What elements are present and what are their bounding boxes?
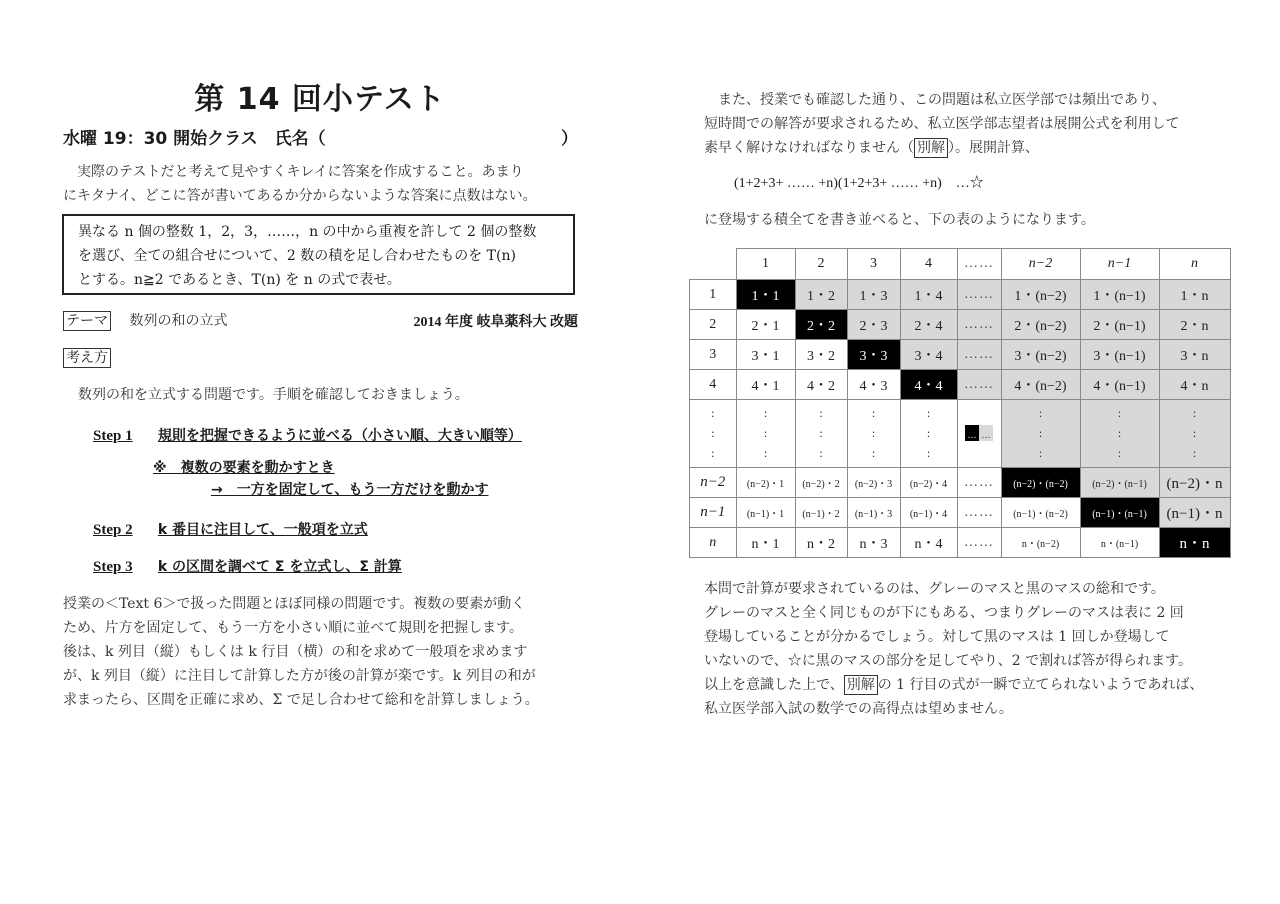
cell-gray: 2・(n−1) <box>1080 310 1159 340</box>
vdots-cell: : : : <box>900 400 957 468</box>
class-label: 水曜 19：30 開始クラス 氏名（ <box>63 129 326 149</box>
cell-gray: 1・4 <box>900 280 957 310</box>
cell-white: 4・1 <box>736 370 795 400</box>
mini-black: … <box>965 425 979 441</box>
cell-white: …… <box>957 468 1001 498</box>
cell-gray: …… <box>957 310 1001 340</box>
cell-black: 1・1 <box>736 280 795 310</box>
betsukai-tag: 別解 <box>844 675 878 695</box>
theme-row <box>63 310 578 331</box>
col-header: n−2 <box>1001 249 1080 280</box>
cell-white: 2・1 <box>736 310 795 340</box>
step-text: 規則を把握できるように並べる（小さい順、大きい順等） <box>157 428 522 444</box>
vdots-cell: : : : <box>1159 400 1230 468</box>
cell-gray: …… <box>957 280 1001 310</box>
table-row <box>690 498 1231 528</box>
cell-white: (n−1)・4 <box>900 498 957 528</box>
cell-white: (n−2)・4 <box>900 468 957 498</box>
col-header: 2 <box>795 249 847 280</box>
cell-white: …… <box>957 498 1001 528</box>
cell-gray: 2・n <box>1159 310 1230 340</box>
row-header: n−1 <box>690 498 737 528</box>
col-header: 3 <box>847 249 900 280</box>
explanation-left <box>63 592 583 712</box>
cell-gray: 3・n <box>1159 340 1230 370</box>
cell-white: …… <box>957 528 1001 558</box>
cell-gray: (n−2)・n <box>1159 468 1230 498</box>
cell-gray: 2・(n−2) <box>1001 310 1080 340</box>
problem-line: 異なる n 個の整数 1，2，3，……，n の中から重複を許して 2 個の整数 <box>78 224 537 240</box>
step-label: Step 1 <box>93 428 133 444</box>
class-name-line <box>63 124 578 149</box>
step-text: k の区間を調べて Σ を立式し、Σ 計算 <box>157 559 402 575</box>
product-table <box>689 248 1231 558</box>
row-header: 4 <box>690 370 737 400</box>
row-header: 1 <box>690 280 737 310</box>
cell-gray: 4・n <box>1159 370 1230 400</box>
table-row <box>690 280 1231 310</box>
table-intro: に登場する積全てを書き並べると、下の表のようになります。 <box>704 212 1095 228</box>
explanation-line: 本問で計算が要求されているのは、グレーのマスと黒のマスの総和です。 <box>704 581 1165 597</box>
vdots-cell: : : : <box>795 400 847 468</box>
table-row <box>690 370 1231 400</box>
explanation-line: 短時間での解答が要求されるため、私立医学部志望者は展開公式を利用して <box>704 116 1180 132</box>
name-close-paren: ） <box>561 129 578 149</box>
theme-text: 数列の和の立式 <box>129 313 228 329</box>
step-1 <box>93 425 522 445</box>
step-text: k 番目に注目して、一般項を立式 <box>157 522 368 538</box>
step-label: Step 3 <box>93 559 133 575</box>
vdots-cell: : : : <box>690 400 737 468</box>
explanation-right-top <box>704 88 1224 160</box>
vdots-cell: : : : <box>1080 400 1159 468</box>
explanation-line: ため、片方を固定して、もう一方を小さい順に並べて規則を把握します。 <box>63 620 524 636</box>
cell-white: (n−1)・1 <box>736 498 795 528</box>
cell-white: 4・2 <box>795 370 847 400</box>
cell-gray: 4・(n−2) <box>1001 370 1080 400</box>
cell-black: (n−1)・(n−1) <box>1080 498 1159 528</box>
row-header: n <box>690 528 737 558</box>
theme-tag: テーマ <box>63 311 111 331</box>
problem-source: 2014 年度 岐阜薬科大 改題 <box>413 314 578 330</box>
cell-gray: …… <box>957 370 1001 400</box>
instructions <box>63 160 578 208</box>
col-header: n <box>1159 249 1230 280</box>
explanation-line: が、k 列目（縦）に注目して計算した方が後の計算が楽です。k 列目の和が <box>63 668 536 684</box>
explanation-line <box>704 673 1234 697</box>
step-1-arrow <box>211 479 488 499</box>
arrow-text: 一方を固定して、もう一方だけを動かす <box>236 482 489 498</box>
cell-white: 3・1 <box>736 340 795 370</box>
cell-gray: 2・3 <box>847 310 900 340</box>
row-header: 3 <box>690 340 737 370</box>
cell-black: 2・2 <box>795 310 847 340</box>
explanation-line: 授業の＜Text 6＞で扱った問題とほぼ同様の問題です。複数の要素が動く <box>63 596 526 612</box>
table-row <box>690 340 1231 370</box>
cell-white: (n−1)・2 <box>795 498 847 528</box>
cell-white: n・1 <box>736 528 795 558</box>
problem-box <box>62 214 575 295</box>
table-row <box>690 528 1231 558</box>
cell-black: 4・4 <box>900 370 957 400</box>
note-text: 複数の要素を動かすとき <box>180 460 335 476</box>
explanation-line: いないので、☆に黒のマスの部分を足してやり、2 で割れば答が得られます。 <box>704 653 1192 669</box>
cell-gray: (n−2)・(n−1) <box>1080 468 1159 498</box>
row-header: 2 <box>690 310 737 340</box>
col-header: …… <box>957 249 1001 280</box>
table-row <box>690 468 1231 498</box>
table-row-ellipsis <box>690 400 1231 468</box>
instructions-line: にキタナイ、どこに答が書いてあるか分からないような答案に点数はない。 <box>63 188 537 204</box>
explanation-line: 私立医学部入試の数学での高得点は望めません。 <box>704 701 1013 717</box>
cell-black: n・n <box>1159 528 1230 558</box>
cell-white: n・(n−1) <box>1080 528 1159 558</box>
cell-white: n・2 <box>795 528 847 558</box>
explanation-line: グレーのマスと全く同じものが下にもある、つまりグレーのマスは表に 2 回 <box>704 605 1184 621</box>
col-header: 1 <box>736 249 795 280</box>
approach-tag: 考え方 <box>63 348 111 368</box>
diagonal-dots-cell <box>957 400 1001 468</box>
cell-gray: 2・4 <box>900 310 957 340</box>
text-span: の 1 行目の式が一瞬で立てられないようであれば、 <box>877 677 1204 693</box>
cell-gray: …… <box>957 340 1001 370</box>
cell-white: (n−1)・(n−2) <box>1001 498 1080 528</box>
betsukai-tag: 別解 <box>914 138 948 158</box>
arrow-icon: → <box>211 482 223 498</box>
table-row <box>690 310 1231 340</box>
text-span: 素早く解けなければなりません（ <box>704 140 914 156</box>
cell-gray: 3・(n−2) <box>1001 340 1080 370</box>
cell-white: n・(n−2) <box>1001 528 1080 558</box>
explanation-line: 登場していることが分かるでしょう。対して黒のマスは 1 回しか登場して <box>704 629 1170 645</box>
approach-heading <box>63 348 111 368</box>
cell-white: n・3 <box>847 528 900 558</box>
vdots-cell: : : : <box>1001 400 1080 468</box>
explanation-line: 後は、k 列目（縦）もしくは k 行目（横）の和を求めて一般項を求めます <box>63 644 528 660</box>
cell-white: (n−2)・3 <box>847 468 900 498</box>
vdots-cell: : : : <box>736 400 795 468</box>
problem-line: とする。n≧2 であるとき、T(n) を n の式で表せ。 <box>78 272 401 288</box>
cell-white: (n−2)・2 <box>795 468 847 498</box>
cell-white: 4・3 <box>847 370 900 400</box>
row-header: n−2 <box>690 468 737 498</box>
steps-intro: 数列の和を立式する問題です。手順を確認しておきましょう。 <box>78 387 469 403</box>
expansion-formula: (1+2+3+ …… +n)(1+2+3+ …… +n) …☆ <box>734 176 984 191</box>
cell-white: 3・2 <box>795 340 847 370</box>
step-1-note <box>153 457 335 477</box>
explanation-right-bottom <box>704 577 1234 721</box>
step-label: Step 2 <box>93 522 133 538</box>
cell-gray: 1・2 <box>795 280 847 310</box>
cell-white: (n−1)・3 <box>847 498 900 528</box>
cell-gray: 1・3 <box>847 280 900 310</box>
text-span: ）。展開計算、 <box>948 140 1039 156</box>
cell-gray: 1・n <box>1159 280 1230 310</box>
instructions-line: 実際のテストだと考えて見やすくキレイに答案を作成すること。あまり <box>63 164 524 180</box>
cell-gray: 4・(n−1) <box>1080 370 1159 400</box>
col-header: 4 <box>900 249 957 280</box>
cell-white: (n−2)・1 <box>736 468 795 498</box>
cell-gray: 3・(n−1) <box>1080 340 1159 370</box>
cell-white: n・4 <box>900 528 957 558</box>
cell-gray: 3・4 <box>900 340 957 370</box>
problem-line: を選び、全ての組合せについて、2 数の積を足し合わせたものを T(n) <box>78 248 516 264</box>
vdots-cell: : : : <box>847 400 900 468</box>
step-2 <box>93 519 368 539</box>
cell-gray: 1・(n−2) <box>1001 280 1080 310</box>
explanation-line: また、授業でも確認した通り、この問題は私立医学部では頻出であり、 <box>704 92 1166 108</box>
cell-gray: (n−1)・n <box>1159 498 1230 528</box>
step-3 <box>93 556 402 576</box>
col-header: n−1 <box>1080 249 1159 280</box>
cell-black: 3・3 <box>847 340 900 370</box>
corner-cell <box>690 249 737 280</box>
note-mark: ※ <box>153 460 167 476</box>
explanation-line <box>704 136 1224 160</box>
text-span: 以上を意識した上で、 <box>704 677 844 693</box>
page-title: 第 14 回小テスト <box>194 82 446 117</box>
mini-gray: … <box>979 425 993 441</box>
cell-gray: 1・(n−1) <box>1080 280 1159 310</box>
explanation-line: 求まったら、区間を正確に求め、Σ で足し合わせて総和を計算しましょう。 <box>63 692 539 708</box>
cell-black: (n−2)・(n−2) <box>1001 468 1080 498</box>
